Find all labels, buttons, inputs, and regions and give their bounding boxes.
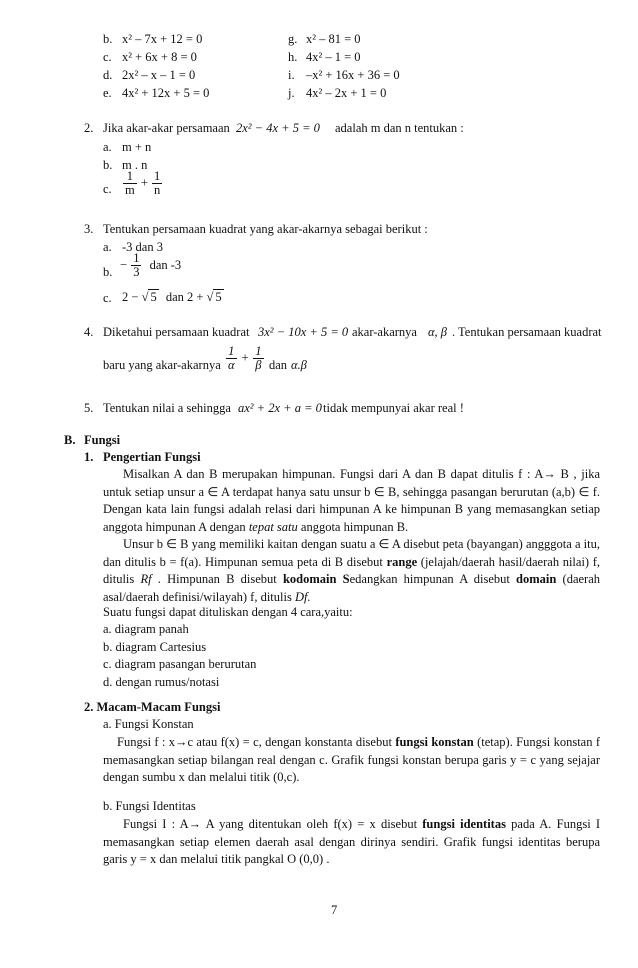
option-text: -3 dan 3 xyxy=(122,240,163,254)
list-equation: x² – 7x + 12 = 0 xyxy=(122,32,203,46)
question-equation: 2x² − 4x + 5 = 0 xyxy=(236,121,320,135)
list-intro: Suatu fungsi dapat dituliskan dengan 4 cara,yaitu: xyxy=(103,605,353,619)
question-number: 4. xyxy=(84,325,94,339)
option-label: a. xyxy=(103,140,112,154)
question-text: Tentukan nilai a sehingga xyxy=(103,401,231,415)
list-label: i. xyxy=(288,68,295,82)
option-text: m + n xyxy=(122,140,152,154)
fraction: $\frac{1}{n}$ xyxy=(154,169,161,198)
question-text: dan xyxy=(269,358,288,372)
question-text: . Tentukan persamaan kuadrat xyxy=(452,325,602,339)
option-label: a. xyxy=(103,240,112,254)
fraction-expression: $\frac{1}{\alpha}$ + $\frac{1}{\beta}$ xyxy=(228,344,262,373)
fungsi-identitas-title: b. Fungsi Identitas xyxy=(103,799,196,813)
fraction: $\frac{1}{3}$ xyxy=(133,251,140,280)
list-equation: x² – 81 = 0 xyxy=(306,32,361,46)
option-label: c. xyxy=(103,291,112,305)
fraction: $\frac{1}{\alpha}$ xyxy=(228,344,235,373)
fungsi-konstan-title: a. Fungsi Konstan xyxy=(103,717,194,731)
list-label: d. xyxy=(103,68,113,82)
option-text: m . n xyxy=(122,158,148,172)
option-label: c. xyxy=(103,182,112,196)
fraction-expression: $\frac{1}{m}$ + $\frac{1}{n}$ xyxy=(125,169,161,198)
paragraph-definition: Misalkan A dan B merupakan himpunan. Fungsi dari A dan B dapat ditulis f : A→ B , jika untuk setiap unsur a ∈ A terdapat hanya satu unsur b ∈ B, sehingga pasangan berurutan (a,b) ∈ f. Dengan kata lain fungsi adalah relasi dari himpunan A ke himpunan B yang memasangkan setiap anggota himpunan A dengan tepat satu anggota himpunan B. xyxy=(103,467,600,534)
list-equation: 2x² – x – 1 = 0 xyxy=(122,68,196,82)
subsection-number: 1. xyxy=(84,450,94,464)
list-item: d. dengan rumus/notasi xyxy=(103,675,220,689)
list-item: c. diagram pasangan berurutan xyxy=(103,657,257,671)
fraction: $\frac{1}{m}$ xyxy=(125,169,135,198)
product-symbol: α.β xyxy=(291,358,307,372)
list-label: j. xyxy=(288,86,295,100)
list-equation: 4x² + 12x + 5 = 0 xyxy=(122,86,210,100)
list-label: e. xyxy=(103,86,112,100)
question-text: akar-akarnya xyxy=(352,325,417,339)
question-text: baru yang akar-akarnya xyxy=(103,358,221,372)
paragraph-fungsi-konstan: Fungsi f : x→c atau f(x) = c, dengan konstanta disebut fungsi konstan (tetap). Fungsi konstan f memasangkan setiap bilangan real dengan c. Grafik fungsi konstan berupa garis y = c yang sejajar dengan sumbu x dan melalui titik (0,c). xyxy=(103,735,600,785)
roots-symbols: α, β xyxy=(428,325,448,339)
paragraph-range: Unsur b ∈ B yang memiliki kaitan dengan suatu a ∈ A disebut peta (bayangan) angggota a itu, dan ditulis b = f(a). Himpunan semua peta di B disebut range (jelajah/daerah hasil/daerah nilai) f, ditulis Rf . Himpunan B disebut kodomain Sedangkan himpunan A disebut domain (daerah asal/daerah definisi/wilayah) f, ditulis Df. xyxy=(103,537,601,604)
fraction-expression: − $\frac{1}{3}$ dan -3 xyxy=(120,251,182,280)
question-equation: 3x² − 10x + 5 = 0 xyxy=(258,325,349,339)
fraction: $\frac{1}{\beta}$ xyxy=(255,344,262,373)
page-number: 7 xyxy=(331,903,338,917)
radical-expression: 2 − √ 5 dan 2 + √ 5 xyxy=(122,290,222,304)
question-text: Jika akar-akar persamaan xyxy=(103,121,230,135)
option-label: b. xyxy=(103,265,113,279)
list-item: a. diagram panah xyxy=(103,622,189,636)
paragraph-fungsi-identitas: Fungsi I : A→ A yang ditentukan oleh f(x) = x disebut fungsi identitas pada A. Fungsi I memasangkan setiap elemen daerah asal dengan dirinya sendiri. Grafik fungsi identitas berupa garis y = x dan melalui titik pangkal O (0,0) . xyxy=(103,817,601,867)
question-number: 3. xyxy=(84,222,94,236)
list-label: b. xyxy=(103,32,113,46)
section-title: Fungsi xyxy=(84,433,121,447)
list-equation: 4x² – 2x + 1 = 0 xyxy=(306,86,387,100)
question-text: Diketahui persamaan kuadrat xyxy=(103,325,250,339)
list-label: c. xyxy=(103,50,112,64)
subsection-2-heading: 2. Macam-Macam Fungsi xyxy=(84,700,221,714)
sqrt-symbol: √ xyxy=(141,290,149,304)
question-text: adalah m dan n tentukan : xyxy=(335,121,464,135)
question-text: Tentukan persamaan kuadrat yang akar-akarnya sebagai berikut : xyxy=(103,222,428,236)
question-equation: ax² + 2x + a = 0 xyxy=(238,401,322,415)
question-number: 2. xyxy=(84,121,94,135)
section-label: B. xyxy=(64,433,76,447)
sqrt-symbol: √ xyxy=(206,290,214,304)
list-equation: 4x² – 1 = 0 xyxy=(306,50,361,64)
subsection-title: Pengertian Fungsi xyxy=(103,450,201,464)
question-number: 5. xyxy=(84,401,94,415)
option-label: b. xyxy=(103,158,113,172)
question-text: tidak mempunyai akar real ! xyxy=(323,401,464,415)
list-equation: –x² + 16x + 36 = 0 xyxy=(306,68,400,82)
list-equation: x² + 6x + 8 = 0 xyxy=(122,50,197,64)
list-item: b. diagram Cartesius xyxy=(103,640,207,654)
list-label: g. xyxy=(288,32,298,46)
list-label: h. xyxy=(288,50,298,64)
